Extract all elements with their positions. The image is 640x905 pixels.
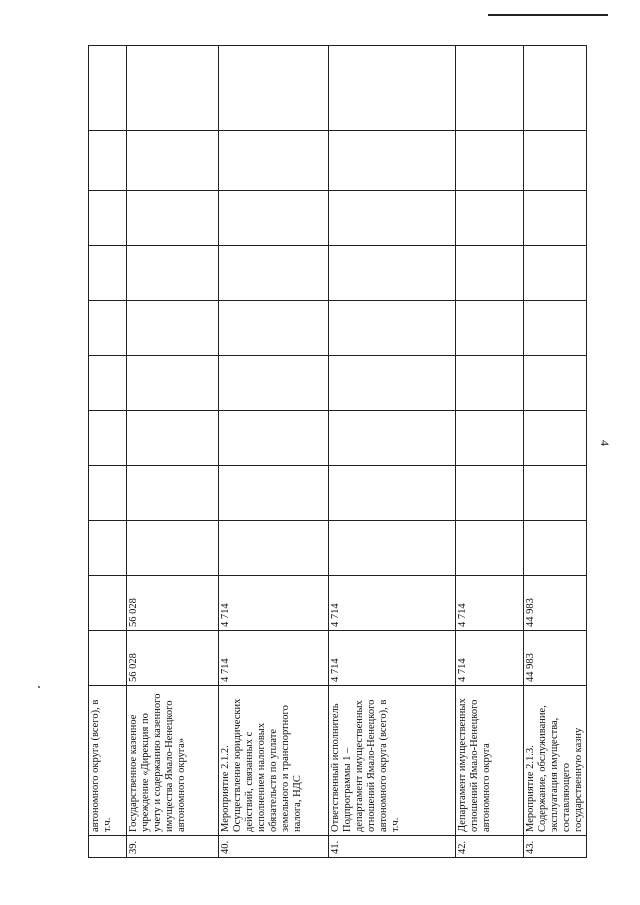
empty-cell	[127, 246, 219, 301]
empty-cell	[524, 131, 587, 191]
empty-cell	[219, 411, 329, 466]
value-cell: 56 028	[127, 576, 219, 631]
empty-cell	[524, 411, 587, 466]
empty-cell	[127, 131, 219, 191]
empty-cell	[89, 46, 127, 131]
empty-cell	[89, 131, 127, 191]
value-cell: 4 714	[219, 631, 329, 686]
row-description: Государственное казенное учреждение «Дирекция по учету и содержанию казенного имущества Ямало-Ненецкого автономного округа»	[127, 686, 219, 836]
value-cell: 56 028	[127, 631, 219, 686]
empty-cell	[219, 191, 329, 246]
table-row	[524, 46, 587, 858]
empty-cell	[127, 46, 219, 131]
table-row	[329, 46, 456, 858]
empty-cell	[524, 46, 587, 131]
empty-cell	[329, 411, 456, 466]
empty-cell	[456, 131, 524, 191]
empty-cell	[329, 131, 456, 191]
table-row	[127, 46, 219, 858]
empty-cell	[127, 301, 219, 356]
row-number	[89, 836, 127, 858]
empty-cell	[127, 521, 219, 576]
value-cell: 4 714	[219, 576, 329, 631]
row-number: 43.	[524, 836, 587, 858]
empty-cell	[219, 301, 329, 356]
row-description: автономного округа (всего), в т.ч.	[89, 686, 127, 836]
empty-cell	[329, 46, 456, 131]
empty-cell	[89, 246, 127, 301]
row-number: 40.	[219, 836, 329, 858]
empty-cell	[89, 411, 127, 466]
table-row	[219, 46, 329, 858]
empty-cell	[329, 466, 456, 521]
empty-cell	[219, 131, 329, 191]
empty-cell	[219, 356, 329, 411]
empty-cell	[456, 356, 524, 411]
empty-cell	[524, 521, 587, 576]
row-number: 39.	[127, 836, 219, 858]
empty-cell	[329, 301, 456, 356]
rotated-table-container	[88, 46, 584, 858]
empty-cell	[219, 46, 329, 131]
empty-cell	[127, 356, 219, 411]
empty-cell	[89, 521, 127, 576]
value-cell: 4 714	[329, 576, 456, 631]
row-description: Мероприятие 2.1.2. Осуществление юридических действий, связанных с исполнением налоговых обязательств по уплате земельного и транспортного налога, НДС	[219, 686, 329, 836]
empty-cell	[127, 411, 219, 466]
row-description: Департамент имущественных отношений Ямало-Ненецкого автономного округа	[456, 686, 524, 836]
row-number: 41.	[329, 836, 456, 858]
empty-cell	[456, 191, 524, 246]
empty-cell	[329, 191, 456, 246]
empty-cell	[219, 521, 329, 576]
page-number: 4	[598, 440, 612, 446]
row-number: 42.	[456, 836, 524, 858]
table-row	[456, 46, 524, 858]
empty-cell	[329, 246, 456, 301]
empty-cell	[524, 191, 587, 246]
top-right-rule	[488, 14, 608, 16]
value-cell	[89, 631, 127, 686]
empty-cell	[456, 466, 524, 521]
value-cell: 4 714	[456, 631, 524, 686]
empty-cell	[524, 466, 587, 521]
value-cell: 44 983	[524, 631, 587, 686]
empty-cell	[89, 466, 127, 521]
scan-speck	[38, 686, 40, 688]
empty-cell	[456, 521, 524, 576]
empty-cell	[89, 191, 127, 246]
empty-cell	[524, 301, 587, 356]
empty-cell	[456, 411, 524, 466]
empty-cell	[524, 356, 587, 411]
empty-cell	[89, 301, 127, 356]
empty-cell	[89, 356, 127, 411]
value-cell: 4 714	[329, 631, 456, 686]
budget-table	[88, 45, 587, 858]
empty-cell	[219, 246, 329, 301]
empty-cell	[329, 521, 456, 576]
empty-cell	[524, 246, 587, 301]
value-cell	[89, 576, 127, 631]
empty-cell	[456, 46, 524, 131]
empty-cell	[127, 191, 219, 246]
empty-cell	[329, 356, 456, 411]
empty-cell	[219, 466, 329, 521]
empty-cell	[127, 466, 219, 521]
table-row	[89, 46, 127, 858]
empty-cell	[456, 301, 524, 356]
row-description: Мероприятие 2.1.3. Содержание, обслуживание, эксплуатация имущества, составляющего государственную казну	[524, 686, 587, 836]
value-cell: 44 983	[524, 576, 587, 631]
row-description: Ответственный исполнитель Подпрограммы 1 – департамент имущественных отношений Ямало-Ненецкого автономного округа (всего), в т.ч.	[329, 686, 456, 836]
value-cell: 4 714	[456, 576, 524, 631]
empty-cell	[456, 246, 524, 301]
